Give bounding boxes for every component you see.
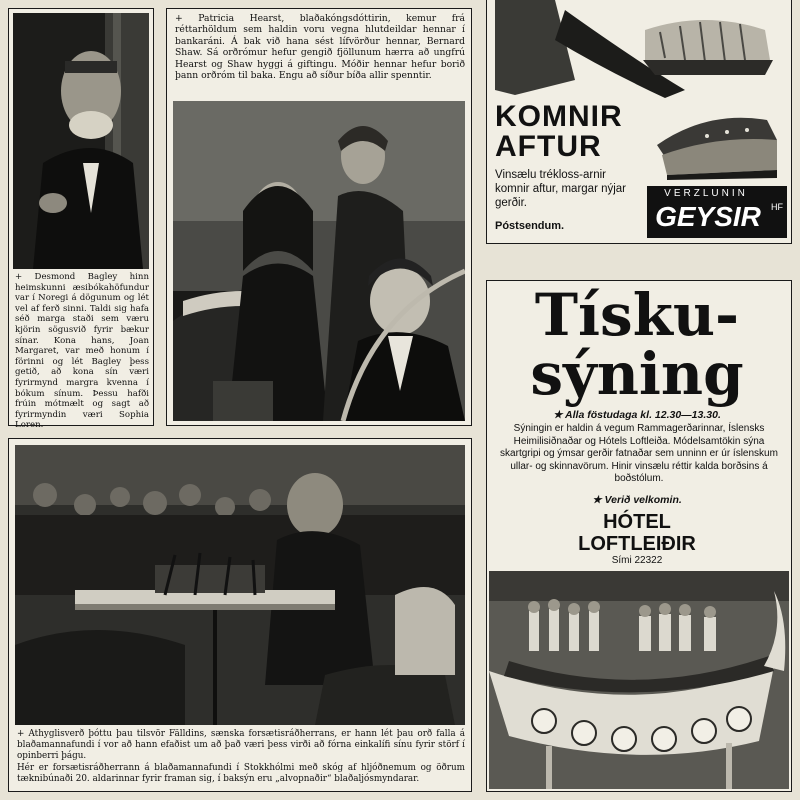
hotel-name-2: LOFTLEIÐIR (578, 533, 696, 555)
fashion-when: ★ Alla föstudaga kl. 12.30—13.30. (553, 409, 721, 421)
geysir-store-name: GEYSIR (655, 201, 761, 232)
press-conference-illustration (15, 445, 465, 725)
hearst-article (166, 8, 472, 426)
single-clog-illustration (647, 100, 787, 180)
hearst-photo (173, 101, 465, 421)
clogs-illustration (495, 0, 785, 100)
fashion-show-ad (486, 280, 792, 792)
viking-ship-buffet-illustration (489, 571, 789, 789)
hotel-phone: Sími 22322 (611, 555, 663, 566)
geysir-body: Vinsælu trékloss-arnir komnir aftur, margar nýjar gerðir. (495, 169, 627, 209)
fashion-welcome: ★ Verið velkomin. (592, 494, 682, 506)
geysir-headline-1: KOMNIR (495, 100, 623, 133)
bagley-portrait-illustration (13, 13, 149, 269)
hearst-courtroom-illustration (173, 101, 465, 421)
geysir-logo (647, 186, 787, 238)
falldin-caption-2: Hér er forsætisráðherrann á blaðamannafundi í Stokkhólmi með skóg af hljóðnemum og öðrum tæknibúnaði 20. aldarinnar fyrir framan sig, í baksýn eru „alvopnaðir“ blaðaljósmyndarar. (17, 763, 465, 784)
fashion-body: Sýningin er haldin á vegum Rammagerðarinnar, Íslensks Heimilisiðnaðar og Hótels Loftleiða. Módelsamtökin sýna skartgripi og ýmsar gerðir fatnaðar sem unninn er úr íslenskum ullar- og skinnavörum. Hinir vinsælu réttir kalda borðsins á boðstólum. (500, 423, 778, 485)
hotel-name-1: HÓTEL (603, 511, 671, 533)
bagley-caption: + Desmond Bagley hinn heimskunni æsibókahöfundur var í Noregi á dögunum og lét vel af ferð sinni. Taldi sig hafa séð marga staði sem væru kjörin sögusvið fyrir bækur sínar. Kona hans, Joan Margaret, var með honum í förinni og lét Bagley þess getið, að kona sín væri fyrirmynd margra kvenna í bókum sínum. Þessu hafði frúin mótmælt og sagt að fyrirmyndin væri Sophia Loren. (15, 272, 149, 431)
geysir-mail: Póstsendum. (495, 220, 565, 232)
geysir-clog-ad (486, 0, 792, 244)
bagley-article (8, 8, 154, 431)
falldin-article (8, 438, 472, 792)
falldin-caption: + Athyglisverð þóttu þau tilsvör Fälldins, sænska forsætisráðherrans, er hann lét þau orð falla á blaðamannafundi í vor að hann efaðist um að það væri þess virði að fórna einkalífi sínu fyrir störf í opinberri þágu. (17, 729, 465, 761)
bagley-photo (13, 13, 149, 269)
fashion-title-2: sýning (530, 340, 744, 408)
hearst-caption: + Patricia Hearst, blaðakóngsdóttirin, kemur frá réttarhöldum sem haldin voru vegna hlutdeildar hennar í bankaráni. Á bak við hana sést lífvörður hennar, Bernard Shaw. Sá orðrómur hefur gengið fjöllunum hærra að ungfrú Hearst og Shaw hyggi á giftingu. Móðir hennar hefur borið þann orðróm til baka. Engu að síður bíða allir spenntir. (175, 13, 465, 82)
geysir-headline-2: AFTUR (495, 130, 602, 163)
geysir-store-label: VERZLUNIN (664, 188, 748, 199)
buffet-photo (489, 571, 789, 789)
fashion-title-1: Tísku- (534, 281, 740, 349)
falldin-photo (15, 445, 465, 725)
geysir-store-suffix: HF (771, 202, 783, 212)
